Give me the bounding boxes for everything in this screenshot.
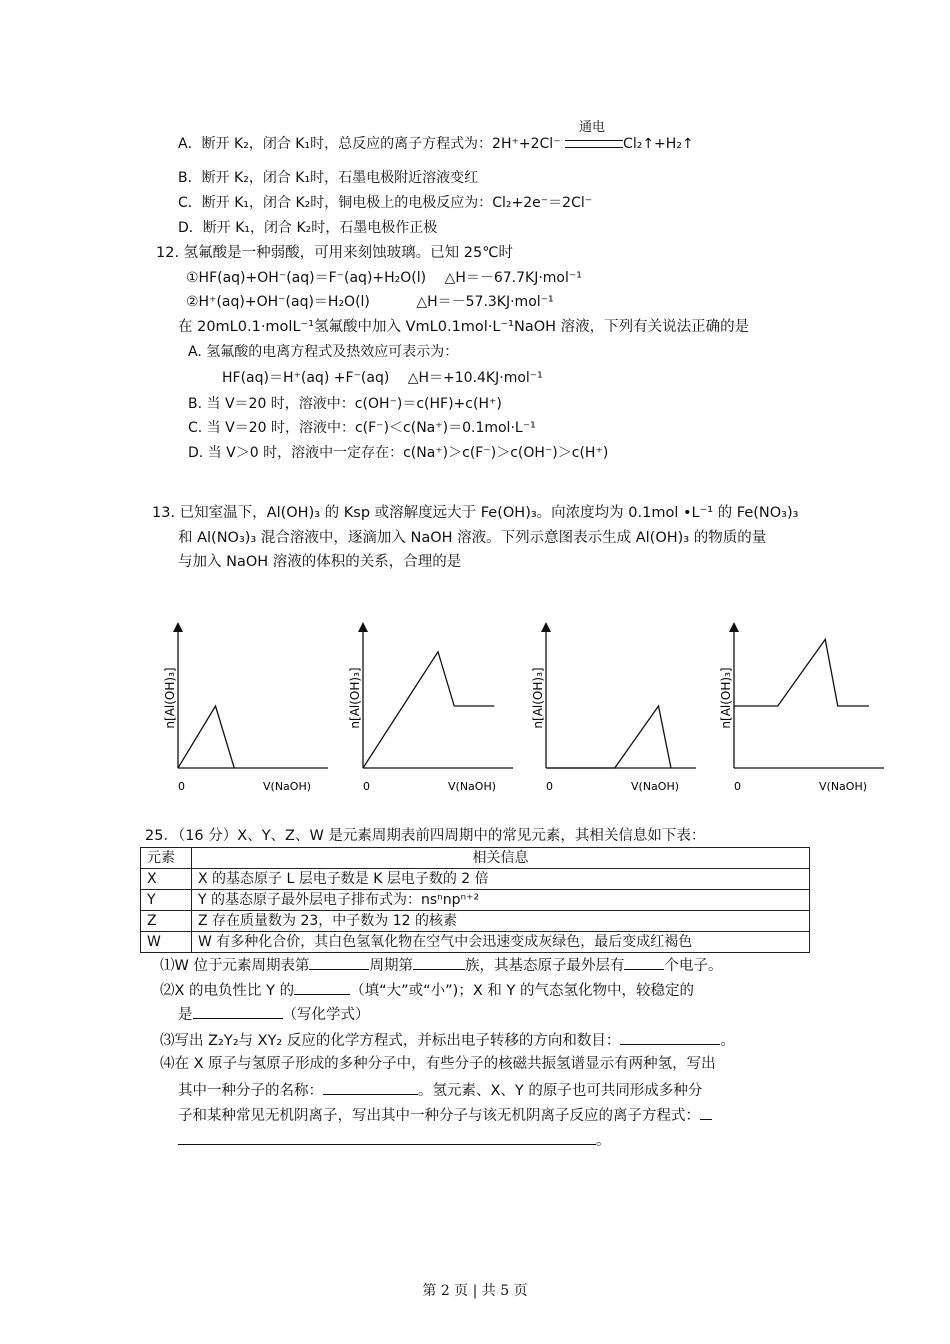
q25-part4-line3 — [178, 1105, 712, 1125]
q12-condition: 在 20mL0.1·molL⁻¹氢氟酸中加入 VmL0.1mol·L⁻¹NaOH 溶液，下列有关说法正确的是 — [178, 319, 750, 335]
header-cell: 元素 — [141, 848, 192, 869]
answer-blank[interactable] — [309, 955, 369, 970]
q13-line1: 13. 已知室温下，Al(OH)₃ 的 Ksp 或溶解度远大于 Fe(OH)₃。向浓度均为 0.1mol •L⁻¹ 的 Fe(NO₃)₃ — [152, 505, 799, 521]
y-axis-arrow-icon — [541, 622, 551, 632]
text: 是 — [178, 1007, 193, 1023]
answer-blank[interactable] — [294, 980, 350, 995]
q13-line2: 和 Al(NO₃)₃ 混合溶液中，逐滴加入 NaOH 溶液。下列示意图表示生成 Al(OH)₃ 的物质的量 — [178, 530, 767, 546]
y-axis-label: n[Al(OH)₃] — [163, 667, 177, 729]
text: ⑴W 位于元素周期表第 — [160, 958, 310, 974]
q11-option-c: C．断开 K₁，闭合 K₂时，铜电极上的电极反应为：Cl₂+2e⁻＝2Cl⁻ — [178, 195, 593, 211]
table-header-row — [141, 848, 810, 869]
table-cell: Y 的基态原子最外层电子排布式为：nsⁿnpⁿ⁺² — [192, 890, 810, 911]
text: 个电子。 — [664, 958, 723, 974]
arrow-equation — [565, 120, 623, 148]
origin-label: 0 — [178, 780, 185, 793]
graph-1 — [150, 620, 335, 800]
text: 。氢元素、X、Y 的原子也可共同形成多种分 — [418, 1083, 703, 1099]
y-axis-arrow-icon — [729, 622, 739, 632]
text: 其中一种分子的名称： — [178, 1083, 323, 1099]
y-axis-arrow-icon — [173, 622, 183, 632]
answer-blank[interactable] — [413, 955, 465, 970]
answer-blank[interactable] — [178, 1130, 596, 1145]
answer-blank[interactable] — [620, 1030, 720, 1045]
q11-option-b: B．断开 K₂，闭合 K₁时，石墨电极附近溶液变红 — [178, 170, 479, 186]
q12-option-b: B. 当 V＝20 时，溶液中：c(OH⁻)＝c(HF)+c(H⁺) — [188, 396, 502, 412]
text: 周期第 — [369, 958, 413, 974]
answer-blank[interactable] — [700, 1105, 712, 1120]
origin-label: 0 — [546, 780, 553, 793]
table-cell: Y — [141, 890, 192, 911]
q25-part1 — [160, 955, 722, 975]
q25-part4: ⑷在 X 原子与氢原子形成的多种分子中，有些分子的核磁共振氢谱显示有两种氢，写出 — [160, 1056, 716, 1072]
origin-label: 0 — [734, 780, 741, 793]
x-axis-label: V(NaOH) — [263, 780, 312, 793]
graph-curve — [363, 652, 494, 768]
answer-blank[interactable] — [624, 955, 664, 970]
x-axis-label: V(NaOH) — [631, 780, 680, 793]
q12-option-a: A. 氢氟酸的电离方程式及热效应可表示为： — [188, 344, 459, 360]
product-text: Cl₂↑+H₂↑ — [623, 136, 694, 152]
x-axis-label: V(NaOH) — [819, 780, 868, 793]
table-row — [141, 869, 810, 890]
table-cell: Z — [141, 911, 192, 932]
x-axis-label: V(NaOH) — [448, 780, 497, 793]
y-axis-label: n[Al(OH)₃] — [348, 667, 362, 729]
origin-label: 0 — [363, 780, 370, 793]
q12-eq1: ①HF(aq)+OH⁻(aq)＝F⁻(aq)+H₂O(l) △H＝－67.7KJ·mol⁻¹ — [186, 270, 582, 286]
q13-line3: 与加入 NaOH 溶液的体积的关系，合理的是 — [178, 554, 462, 570]
table-row — [141, 911, 810, 932]
q11-option-d: D．断开 K₁，闭合 K₂时，石墨电极作正极 — [178, 220, 438, 236]
q11-option-a — [178, 120, 694, 153]
table-cell: W — [141, 932, 192, 953]
graph-2 — [335, 620, 520, 800]
q25-stem: 25．（16 分）X、Y、Z、W 是元素周期表前四周期中的常见元素，其相关信息如下表： — [145, 828, 706, 844]
q25-part2-cont — [178, 1004, 370, 1024]
q25-part2 — [160, 980, 694, 1000]
graph-curve — [734, 639, 869, 706]
table-cell: X — [141, 869, 192, 890]
text: 族，其基态原子最外层有 — [464, 958, 625, 974]
q12-option-a-eq: HF(aq)＝H⁺(aq) +F⁻(aq) △H＝+10.4KJ·mol⁻¹ — [222, 370, 543, 386]
answer-blank[interactable] — [323, 1080, 418, 1095]
y-axis-label: n[Al(OH)₃] — [531, 667, 545, 729]
table-cell: Z 存在质量数为 23，中子数为 12 的核素 — [192, 911, 810, 932]
q25-part4-line4 — [178, 1130, 611, 1150]
table-row — [141, 932, 810, 953]
graph-4 — [706, 620, 891, 800]
table-row — [141, 890, 810, 911]
header-cell: 相关信息 — [192, 848, 810, 869]
y-axis-arrow-icon — [358, 622, 368, 632]
y-axis-label: n[Al(OH)₃] — [719, 667, 733, 729]
q12-option-c: C. 当 V＝20 时，溶液中：c(F⁻)＜c(Na⁺)＝0.1mol·L⁻¹ — [188, 420, 536, 436]
option-text: A．断开 K₂，闭合 K₁时，总反应的离子方程式为：2H⁺+2Cl⁻ — [178, 136, 561, 152]
q12-eq2: ②H⁺(aq)+OH⁻(aq)＝H₂O(l) △H＝－57.3KJ·mol⁻¹ — [186, 294, 554, 310]
text: （填“大”或“小”)；X 和 Y 的气态氢化物中，较稳定的 — [350, 983, 694, 999]
table-cell: W 有多种化合价，其白色氢氧化物在空气中会迅速变成灰绿色，最后变成红褐色 — [192, 932, 810, 953]
q25-part3 — [160, 1030, 735, 1050]
text: （写化学式） — [282, 1007, 370, 1023]
answer-blank[interactable] — [193, 1004, 283, 1019]
q12-option-d: D. 当 V＞0 时，溶液中一定存在：c(Na⁺)＞c(F⁻)＞c(OH⁻)＞c(H⁺) — [188, 445, 609, 461]
text: ⑶写出 Z₂Y₂与 XY₂ 反应的化学方程式，并标出电子转移的方向和数目： — [160, 1033, 621, 1049]
text: 。 — [596, 1133, 611, 1149]
q25-part4-line2 — [178, 1080, 702, 1100]
graph-3 — [518, 620, 703, 800]
graph-curve — [178, 706, 234, 768]
element-info-table — [140, 847, 810, 953]
condition-label: 通电 — [579, 120, 606, 135]
graph-curve — [546, 706, 671, 768]
text: 。 — [720, 1033, 735, 1049]
page-footer: 第 2 页 | 共 5 页 — [422, 1283, 528, 1299]
text: ⑵X 的电负性比 Y 的 — [160, 983, 295, 999]
text: 子和某种常见无机阴离子，写出其中一种分子与该无机阴离子反应的离子方程式： — [178, 1108, 700, 1124]
table-cell: X 的基态原子 L 层电子数是 K 层电子数的 2 倍 — [192, 869, 810, 890]
q12-stem: 12. 氢氟酸是一种弱酸，可用来刻蚀玻璃。已知 25℃时 — [156, 245, 514, 261]
